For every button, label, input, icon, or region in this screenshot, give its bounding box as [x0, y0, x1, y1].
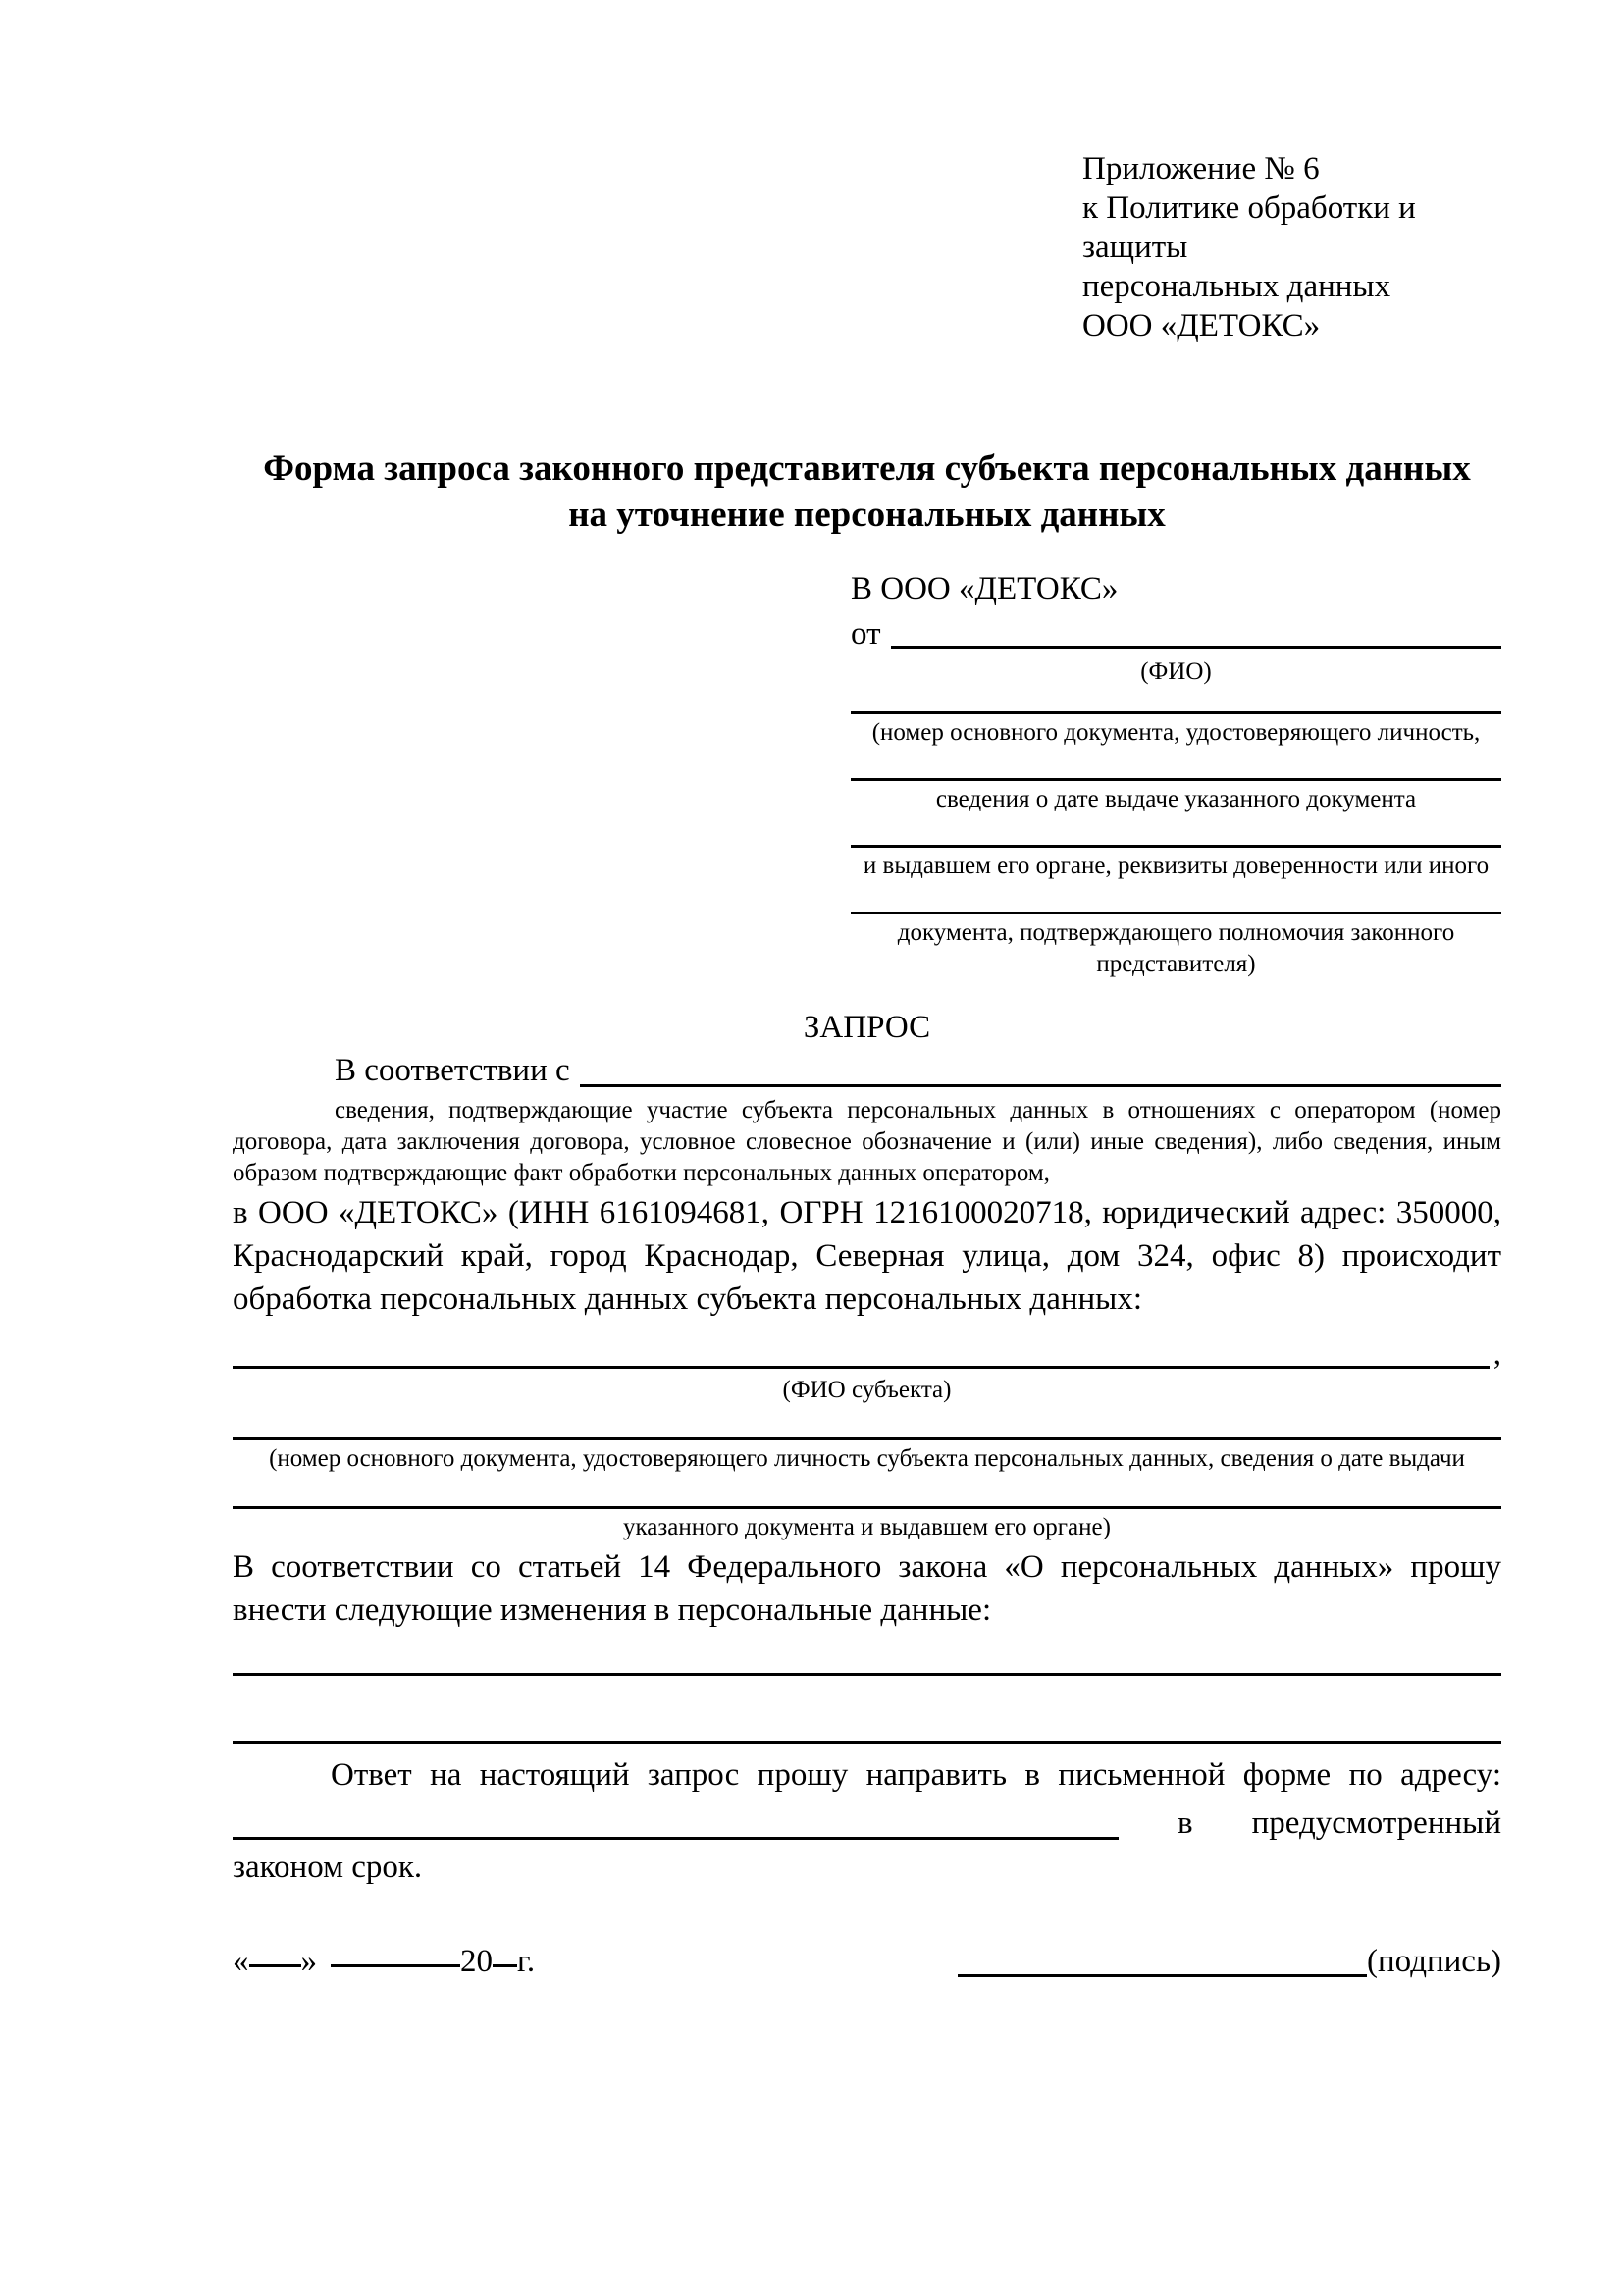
representative-doc-blank-line-3 — [851, 845, 1501, 848]
reply-closing: законом срок. — [233, 1850, 423, 1885]
form-title-line-1: Форма запроса законного представителя субъекта персональных данных — [263, 448, 1471, 489]
reply-word-predusmotrenny: предусмотренный — [1251, 1805, 1501, 1841]
date-month-blank-line — [331, 1964, 460, 1967]
date-day-blank-line — [249, 1964, 301, 1967]
basis-blank-line — [580, 1084, 1501, 1087]
form-title — [233, 445, 1501, 538]
from-label: от — [851, 616, 881, 652]
date-quote-open: « — [233, 1944, 249, 1979]
representative-doc-blank-line-4 — [851, 912, 1501, 914]
representative-fio-blank-line — [891, 646, 1502, 649]
appendix-header — [1082, 149, 1501, 345]
subject-doc-blank-line-2 — [233, 1506, 1501, 1509]
request-heading: ЗАПРОС — [803, 1010, 931, 1045]
amendment-blank-line-1 — [233, 1673, 1501, 1676]
appendix-header-line-4: ООО «ДЕТОКС» — [1082, 308, 1321, 343]
reply-address-blank-line — [233, 1837, 1119, 1840]
amendment-paragraph: В соответствии со статьей 14 Федерального закона «О персональных данных» прошу внести следующие изменения в персональные данные: — [233, 1549, 1501, 1628]
date-group — [233, 1940, 535, 1983]
basis-footnote: сведения, подтверждающие участие субъекта персональных данных в отношениях с оператором (номер договора, дата заключения договора, условное словесное обозначение и (или) иные сведения), либо сведения, иным образом подтверждающие факт обработки персональных данных оператором, — [233, 1097, 1501, 1186]
representative-doc-blank-line-1 — [851, 711, 1501, 714]
appendix-header-line-1: Приложение № 6 — [1082, 151, 1320, 186]
signature-caption: (подпись) — [1367, 1944, 1501, 1979]
operator-paragraph: в ООО «ДЕТОКС» (ИНН 6161094681, ОГРН 1216100020718, юридический адрес: 350000, Краснодарский край, город Краснодар, Северная улица, дом 324, офис 8) происходит обработка персональных данных субъекта персональных данных: — [233, 1195, 1501, 1317]
from-row — [851, 614, 1501, 654]
representative-doc-caption-1: (номер основного документа, удостоверяющего личность, — [871, 719, 1481, 746]
addressee-to: В ООО «ДЕТОКС» — [851, 571, 1119, 606]
representative-doc-blank-line-2 — [851, 778, 1501, 781]
representative-doc-caption-4: документа, подтверждающего полномочия законного представителя) — [897, 919, 1455, 977]
date-year-prefix: 20 — [460, 1944, 493, 1979]
appendix-header-line-2: к Политике обработки и защиты — [1082, 190, 1416, 265]
representative-doc-caption-3: и выдавшем его органе, реквизиты доверенности или иного — [863, 853, 1490, 879]
representative-doc-caption-2: сведения о дате выдаче указанного документа — [935, 786, 1417, 812]
subject-doc-caption-1: (номер основного документа, удостоверяющего личность субъекта персональных данных, сведения о дате выдачи — [269, 1445, 1465, 1472]
appendix-header-line-3: персональных данных — [1082, 269, 1391, 304]
addressee-block — [851, 569, 1501, 980]
signature-blank-line — [958, 1974, 1367, 1977]
basis-row — [233, 1048, 1501, 1093]
reply-word-v: в — [1178, 1805, 1193, 1841]
date-quote-close: » — [300, 1944, 317, 1979]
subject-fio-caption: (ФИО субъекта) — [782, 1377, 952, 1403]
signature-group — [958, 1940, 1501, 1983]
subject-fio-row — [233, 1334, 1501, 1375]
amendment-blank-line-2 — [233, 1741, 1501, 1744]
basis-label: В соответствии с — [335, 1053, 570, 1088]
date-signature-row — [233, 1940, 1501, 1983]
representative-fio-caption: (ФИО) — [1140, 658, 1212, 685]
date-year-blank-line — [493, 1964, 517, 1967]
subject-doc-caption-2: указанного документа и выдавшем его органе) — [623, 1514, 1111, 1540]
subject-fio-blank-line — [233, 1366, 1490, 1369]
subject-fio-comma: , — [1492, 1336, 1501, 1372]
reply-paragraph: Ответ на настоящий запрос прошу направить в письменной форме по адресу: — [331, 1757, 1501, 1793]
subject-doc-blank-line-1 — [233, 1437, 1501, 1440]
date-year-suffix: г. — [517, 1944, 536, 1979]
form-title-line-2: на уточнение персональных данных — [568, 495, 1166, 535]
reply-address-row — [233, 1800, 1501, 1846]
